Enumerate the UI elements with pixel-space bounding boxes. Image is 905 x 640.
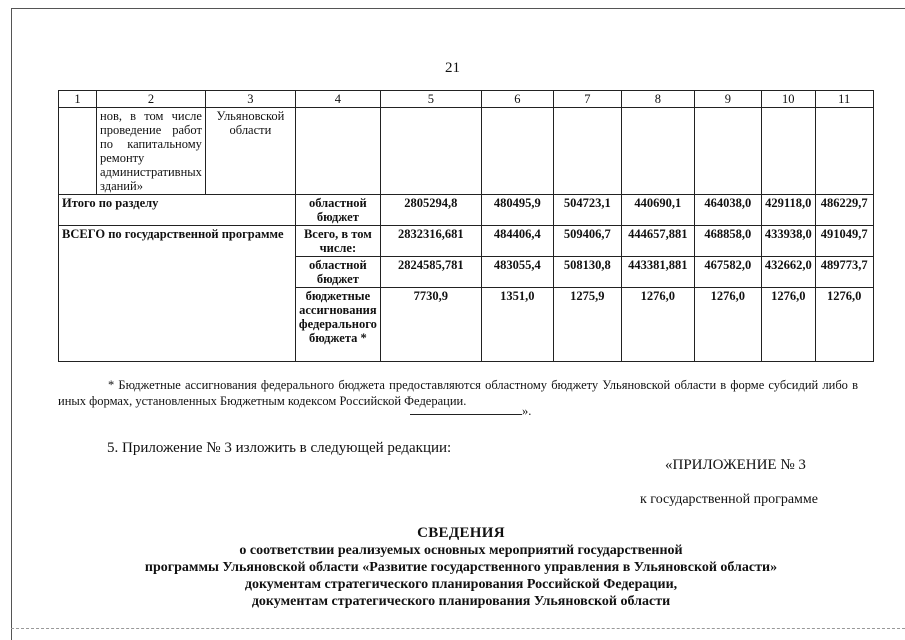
value-cell: 489773,7	[815, 257, 873, 288]
header-cell: 7	[553, 91, 621, 108]
value-cell: 483055,4	[481, 257, 553, 288]
header-cell: 9	[694, 91, 761, 108]
page-frame-bottom	[11, 628, 905, 629]
value-cell: 1276,0	[815, 288, 873, 362]
value-cell: 433938,0	[761, 226, 815, 257]
table-cell	[295, 108, 380, 195]
value-cell: 504723,1	[553, 195, 621, 226]
grand-total-label: ВСЕГО по государственной программе	[59, 226, 296, 362]
value-cell: 440690,1	[621, 195, 694, 226]
header-cell: 8	[621, 91, 694, 108]
footnote-end	[410, 404, 531, 419]
budget-table	[58, 90, 874, 362]
value-cell: 1351,0	[481, 288, 553, 362]
header-cell: 5	[380, 91, 481, 108]
value-cell: 468858,0	[694, 226, 761, 257]
header-cell: 2	[97, 91, 206, 108]
value-cell: 7730,9	[380, 288, 481, 362]
source-cell: Всего, в том числе:	[295, 226, 380, 257]
closing-quote: ».	[522, 404, 532, 418]
value-cell: 486229,7	[815, 195, 873, 226]
header-cell: 11	[815, 91, 873, 108]
value-cell: 432662,0	[761, 257, 815, 288]
table-row	[59, 108, 874, 195]
value-cell: 443381,881	[621, 257, 694, 288]
value-cell: 2832316,681	[380, 226, 481, 257]
heading-line: программы Ульяновской области «Развитие государственного управления в Ульяновской области»	[144, 560, 778, 575]
value-cell: 508130,8	[553, 257, 621, 288]
value-cell: 464038,0	[694, 195, 761, 226]
executor-cell: Ульяновской области	[205, 108, 295, 195]
header-cell: 4	[295, 91, 380, 108]
heading-line: о соответствии реализуемых основных мероприятий государственной	[239, 543, 683, 558]
value-cell: 1275,9	[553, 288, 621, 362]
table-cell	[553, 108, 621, 195]
table-cell	[621, 108, 694, 195]
table-header-row	[59, 91, 874, 108]
grand-total-row	[59, 226, 874, 257]
source-cell: бюджетные ассигнования федерального бюджета *	[295, 288, 380, 362]
header-cell: 6	[481, 91, 553, 108]
header-cell: 10	[761, 91, 815, 108]
value-cell: 491049,7	[815, 226, 873, 257]
table-cell	[815, 108, 873, 195]
header-cell: 1	[59, 91, 97, 108]
measure-name-cell: нов, в том числе проведение работ по капитальному ремонту административных зданий»	[97, 108, 206, 195]
table-cell	[380, 108, 481, 195]
appendix-label: «ПРИЛОЖЕНИЕ № 3	[665, 457, 806, 473]
table-cell	[481, 108, 553, 195]
table-cell	[761, 108, 815, 195]
source-cell: областной бюджет	[295, 195, 380, 226]
value-cell: 509406,7	[553, 226, 621, 257]
value-cell: 480495,9	[481, 195, 553, 226]
heading-line: документам стратегического планирования Российской Федерации,	[244, 577, 678, 592]
value-cell: 1276,0	[761, 288, 815, 362]
footnote: * Бюджетные ассигнования федерального бюджета предоставляются областному бюджету Ульяновской области в форме субсидий либо в иных формах, установленных Бюджетным кодексом Российской Федерации.	[58, 378, 858, 408]
page-frame-top	[11, 8, 905, 9]
paragraph-5: 5. Приложение № 3 изложить в следующей редакции:	[107, 440, 452, 456]
value-cell: 467582,0	[694, 257, 761, 288]
value-cell: 429118,0	[761, 195, 815, 226]
value-cell: 2824585,781	[380, 257, 481, 288]
source-cell: областной бюджет	[295, 257, 380, 288]
appendix-to: к государственной программе	[640, 492, 818, 507]
header-cell: 3	[205, 91, 295, 108]
value-cell: 444657,881	[621, 226, 694, 257]
heading-title: СВЕДЕНИЯ	[417, 525, 505, 541]
value-cell: 484406,4	[481, 226, 553, 257]
value-cell: 1276,0	[621, 288, 694, 362]
page-number: 21	[445, 60, 460, 76]
section-total-row	[59, 195, 874, 226]
value-cell: 1276,0	[694, 288, 761, 362]
value-cell: 2805294,8	[380, 195, 481, 226]
section-total-label: Итого по разделу	[59, 195, 296, 226]
document-heading	[0, 525, 905, 610]
heading-line: документам стратегического планирования Ульяновской области	[251, 594, 671, 609]
table-cell	[59, 108, 97, 195]
signature-line	[410, 404, 522, 415]
table-cell	[694, 108, 761, 195]
